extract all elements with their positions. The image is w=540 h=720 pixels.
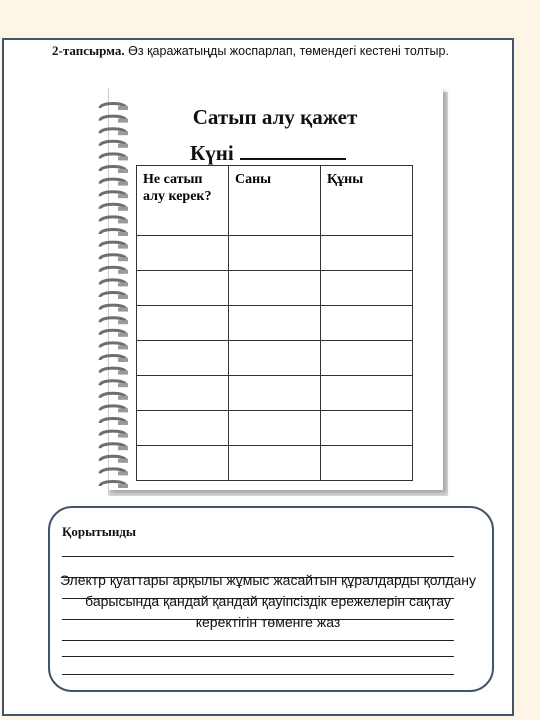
spiral-hole xyxy=(118,345,128,349)
answer-line[interactable] xyxy=(62,674,454,675)
spiral-hole xyxy=(118,358,128,362)
table-cell[interactable] xyxy=(321,376,413,411)
table-row xyxy=(137,236,413,271)
table-cell[interactable] xyxy=(229,341,321,376)
spiral-hole xyxy=(118,320,128,324)
spiral-hole xyxy=(118,169,128,173)
date-label: Күні xyxy=(190,141,234,165)
table-cell[interactable] xyxy=(137,376,229,411)
spiral-hole xyxy=(118,182,128,186)
table-cell[interactable] xyxy=(321,341,413,376)
spiral-hole xyxy=(118,232,128,236)
spiral-hole xyxy=(118,371,128,375)
table-cell[interactable] xyxy=(137,411,229,446)
spiral-hole xyxy=(118,245,128,249)
spiral-hole xyxy=(118,106,128,110)
answer-line[interactable] xyxy=(62,656,454,657)
table-cell[interactable] xyxy=(229,446,321,481)
date-blank[interactable] xyxy=(240,138,346,160)
spiral-hole xyxy=(118,446,128,450)
conclusion-title: Қорытынды xyxy=(62,524,137,539)
col-header-item: Не сатып алу керек? xyxy=(137,166,229,236)
spiral-hole xyxy=(118,459,128,463)
col-header-quantity: Саны xyxy=(229,166,321,236)
table-cell[interactable] xyxy=(137,341,229,376)
spiral-hole xyxy=(118,144,128,148)
spiral-hole xyxy=(118,156,128,160)
table-cell[interactable] xyxy=(321,271,413,306)
conclusion-prompt: Электр қуаттары арқылы жұмыс жасайтын құралдарды қолдану барысында қандай қандай қауіпсіздік ережелерін сақтау керектігін төменге жаз xyxy=(59,572,477,630)
date-line xyxy=(190,138,346,166)
table-cell[interactable] xyxy=(321,411,413,446)
table-row xyxy=(137,306,413,341)
spiral-hole xyxy=(118,207,128,211)
table-row xyxy=(137,341,413,376)
shopping-table xyxy=(136,165,413,481)
table-cell[interactable] xyxy=(229,271,321,306)
spiral-hole xyxy=(118,131,128,135)
notebook-title: Сатып алу қажет xyxy=(192,105,358,129)
task-text: Өз қаражатыңды жоспарлап, төмендегі кестені толтыр. xyxy=(124,44,449,58)
table-cell[interactable] xyxy=(229,411,321,446)
task-label: 2-тапсырма. xyxy=(52,43,125,58)
table-cell[interactable] xyxy=(321,446,413,481)
table-cell[interactable] xyxy=(137,306,229,341)
table-row xyxy=(137,376,413,411)
table-cell[interactable] xyxy=(321,236,413,271)
spiral-hole xyxy=(118,396,128,400)
spiral-binding-icon xyxy=(96,100,132,492)
spiral-hole xyxy=(118,333,128,337)
spiral-hole xyxy=(118,408,128,412)
spiral-hole xyxy=(118,308,128,312)
spiral-hole xyxy=(118,383,128,387)
table-row xyxy=(137,271,413,306)
table-cell[interactable] xyxy=(229,306,321,341)
spiral-hole xyxy=(118,219,128,223)
spiral-hole xyxy=(118,421,128,425)
spiral-hole xyxy=(118,257,128,261)
table-cell[interactable] xyxy=(137,271,229,306)
table-cell[interactable] xyxy=(229,236,321,271)
spiral-hole xyxy=(118,484,128,488)
spiral-hole xyxy=(118,194,128,198)
spiral-hole xyxy=(118,119,128,123)
spiral-hole xyxy=(118,282,128,286)
table-row xyxy=(137,446,413,481)
spiral-hole xyxy=(118,270,128,274)
table-cell[interactable] xyxy=(229,376,321,411)
table-cell[interactable] xyxy=(137,236,229,271)
col-header-price: Құны xyxy=(321,166,413,236)
answer-line[interactable] xyxy=(62,556,454,557)
task-instruction xyxy=(52,40,482,62)
table-cell[interactable] xyxy=(321,306,413,341)
spiral-hole xyxy=(118,471,128,475)
spiral-hole xyxy=(118,434,128,438)
table-row xyxy=(137,411,413,446)
table-cell[interactable] xyxy=(137,446,229,481)
answer-line[interactable] xyxy=(62,640,454,641)
spiral-hole xyxy=(118,295,128,299)
